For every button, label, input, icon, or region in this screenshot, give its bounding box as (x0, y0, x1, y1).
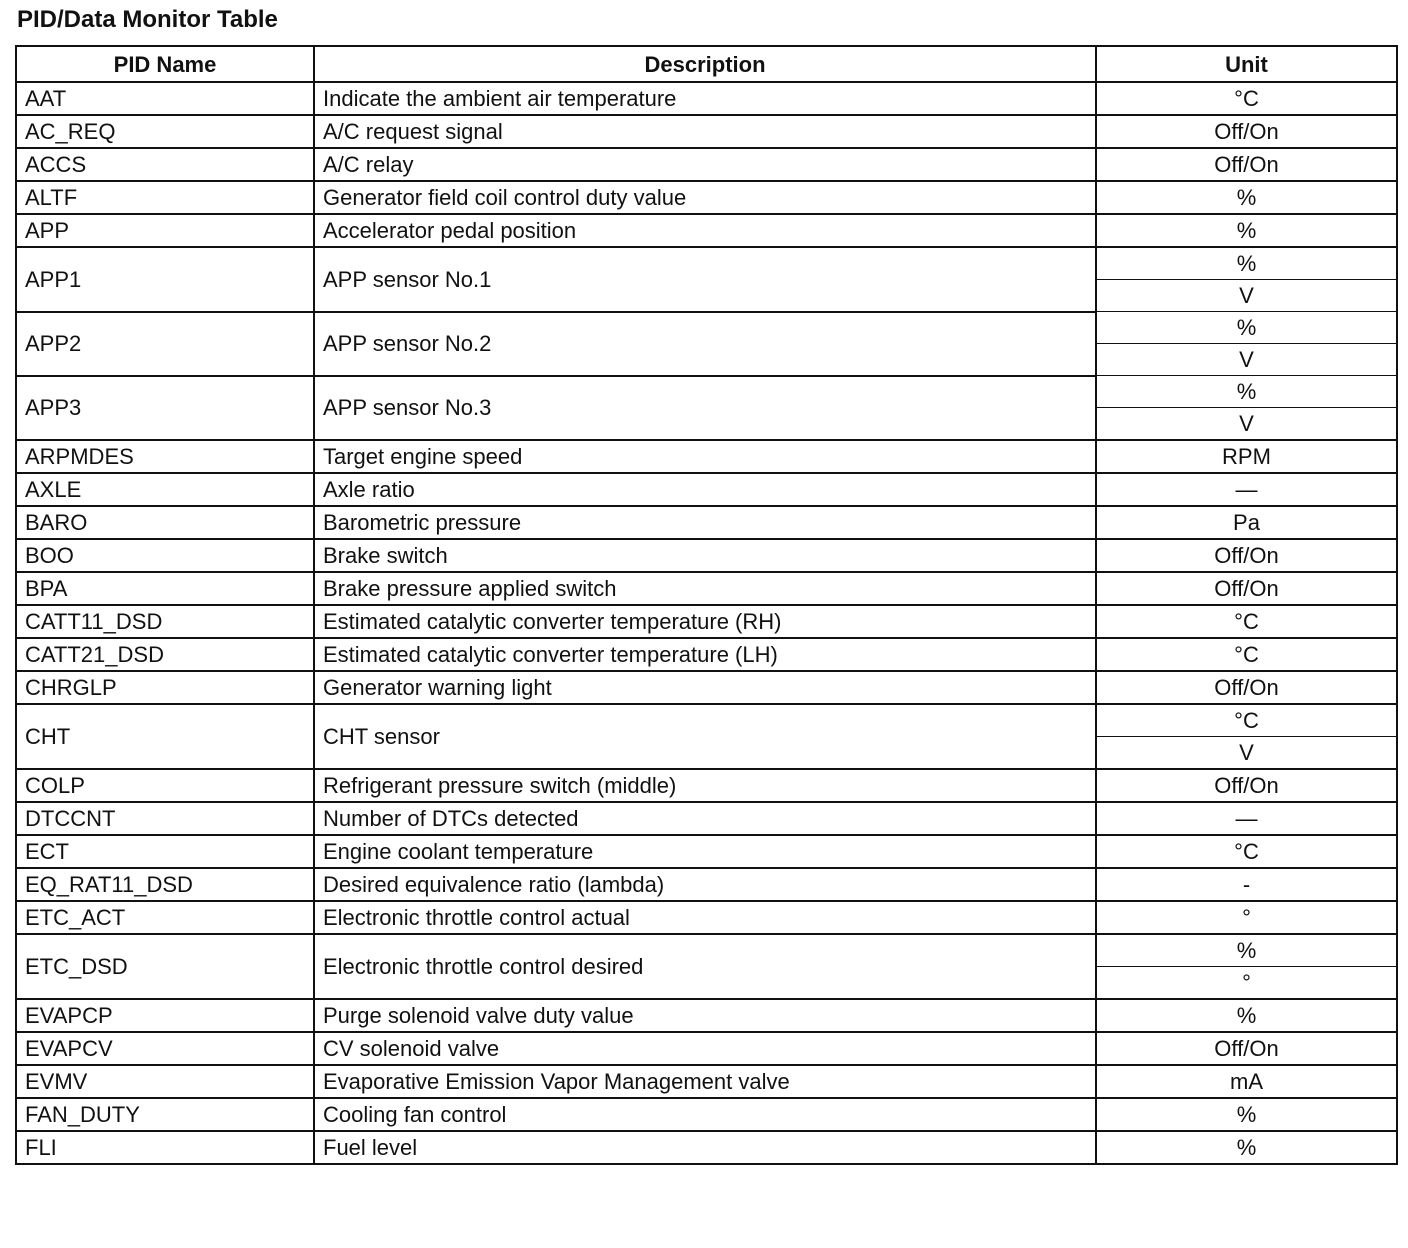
unit-cell: % (1096, 181, 1397, 214)
pid-name-cell: ETC_ACT (16, 901, 314, 934)
pid-name-cell: EQ_RAT11_DSD (16, 868, 314, 901)
description-cell: Generator warning light (314, 671, 1096, 704)
unit-cell: % (1096, 1098, 1397, 1131)
unit-cell: % (1096, 376, 1397, 408)
unit-cell: V (1096, 280, 1397, 312)
pid-name-cell: ECT (16, 835, 314, 868)
description-cell: Purge solenoid valve duty value (314, 999, 1096, 1032)
pid-name-cell: APP (16, 214, 314, 247)
description-cell: Estimated catalytic converter temperature (LH) (314, 638, 1096, 671)
unit-cell: % (1096, 999, 1397, 1032)
unit-cell: Off/On (1096, 1032, 1397, 1065)
pid-name-cell: CHT (16, 704, 314, 769)
pid-name-cell: CATT21_DSD (16, 638, 314, 671)
pid-name-cell: BPA (16, 572, 314, 605)
table-row (16, 115, 1397, 148)
description-cell: Brake pressure applied switch (314, 572, 1096, 605)
unit-cell: Off/On (1096, 572, 1397, 605)
pid-name-cell: EVAPCP (16, 999, 314, 1032)
description-cell: Evaporative Emission Vapor Management valve (314, 1065, 1096, 1098)
description-cell: Accelerator pedal position (314, 214, 1096, 247)
pid-name-cell: EVAPCV (16, 1032, 314, 1065)
table-row (16, 539, 1397, 572)
unit-cell: °C (1096, 82, 1397, 115)
table-row (16, 473, 1397, 506)
description-cell: APP sensor No.1 (314, 247, 1096, 312)
pid-name-cell: AC_REQ (16, 115, 314, 148)
table-row (16, 802, 1397, 835)
table-row (16, 312, 1397, 344)
description-cell: Indicate the ambient air temperature (314, 82, 1096, 115)
description-cell: Electronic throttle control desired (314, 934, 1096, 999)
table-row (16, 148, 1397, 181)
pid-name-cell: AAT (16, 82, 314, 115)
table-row (16, 901, 1397, 934)
unit-cell: Off/On (1096, 769, 1397, 802)
table-row (16, 934, 1397, 967)
unit-cell: ° (1096, 967, 1397, 1000)
description-cell: Desired equivalence ratio (lambda) (314, 868, 1096, 901)
description-cell: CV solenoid valve (314, 1032, 1096, 1065)
pid-name-cell: ETC_DSD (16, 934, 314, 999)
unit-cell: Off/On (1096, 539, 1397, 572)
description-cell: Fuel level (314, 1131, 1096, 1164)
description-cell: Brake switch (314, 539, 1096, 572)
table-row (16, 1131, 1397, 1164)
pid-name-cell: APP3 (16, 376, 314, 441)
table-row (16, 769, 1397, 802)
table-row (16, 82, 1397, 115)
unit-cell: ° (1096, 901, 1397, 934)
unit-cell: Off/On (1096, 115, 1397, 148)
table-row (16, 572, 1397, 605)
description-cell: Refrigerant pressure switch (middle) (314, 769, 1096, 802)
table-row (16, 1098, 1397, 1131)
table-row (16, 376, 1397, 408)
pid-name-cell: BARO (16, 506, 314, 539)
unit-cell: °C (1096, 835, 1397, 868)
table-body (16, 82, 1397, 1164)
unit-cell: - (1096, 868, 1397, 901)
pid-name-cell: DTCCNT (16, 802, 314, 835)
column-header-unit: Unit (1096, 46, 1397, 82)
pid-name-cell: CATT11_DSD (16, 605, 314, 638)
pid-name-cell: ARPMDES (16, 440, 314, 473)
page-title: PID/Data Monitor Table (17, 6, 278, 33)
pid-name-cell: EVMV (16, 1065, 314, 1098)
table-row (16, 835, 1397, 868)
table-row (16, 671, 1397, 704)
table-row (16, 638, 1397, 671)
description-cell: Number of DTCs detected (314, 802, 1096, 835)
unit-cell: °C (1096, 704, 1397, 737)
description-cell: Cooling fan control (314, 1098, 1096, 1131)
pid-name-cell: FLI (16, 1131, 314, 1164)
pid-data-monitor-table (15, 45, 1398, 1165)
pid-name-cell: APP2 (16, 312, 314, 376)
unit-cell: Pa (1096, 506, 1397, 539)
unit-cell: °C (1096, 605, 1397, 638)
description-cell: Estimated catalytic converter temperature (RH) (314, 605, 1096, 638)
description-cell: Generator field coil control duty value (314, 181, 1096, 214)
unit-cell: V (1096, 344, 1397, 376)
unit-cell: % (1096, 247, 1397, 280)
unit-cell: % (1096, 934, 1397, 967)
pid-name-cell: FAN_DUTY (16, 1098, 314, 1131)
pid-name-cell: APP1 (16, 247, 314, 312)
table-row (16, 868, 1397, 901)
unit-cell: — (1096, 802, 1397, 835)
pid-name-cell: CHRGLP (16, 671, 314, 704)
description-cell: A/C request signal (314, 115, 1096, 148)
column-header-pid-name: PID Name (16, 46, 314, 82)
description-cell: Axle ratio (314, 473, 1096, 506)
table-row (16, 1032, 1397, 1065)
description-cell: APP sensor No.2 (314, 312, 1096, 376)
table-row (16, 506, 1397, 539)
unit-cell: °C (1096, 638, 1397, 671)
description-cell: A/C relay (314, 148, 1096, 181)
table-header-row (16, 46, 1397, 82)
pid-name-cell: AXLE (16, 473, 314, 506)
unit-cell: V (1096, 408, 1397, 441)
pid-name-cell: ALTF (16, 181, 314, 214)
table-row (16, 181, 1397, 214)
unit-cell: mA (1096, 1065, 1397, 1098)
description-cell: CHT sensor (314, 704, 1096, 769)
table-row (16, 214, 1397, 247)
unit-cell: % (1096, 1131, 1397, 1164)
description-cell: Barometric pressure (314, 506, 1096, 539)
pid-name-cell: COLP (16, 769, 314, 802)
unit-cell: % (1096, 214, 1397, 247)
column-header-description: Description (314, 46, 1096, 82)
unit-cell: V (1096, 737, 1397, 770)
pid-name-cell: ACCS (16, 148, 314, 181)
table-row (16, 1065, 1397, 1098)
unit-cell: — (1096, 473, 1397, 506)
unit-cell: Off/On (1096, 671, 1397, 704)
unit-cell: % (1096, 312, 1397, 344)
description-cell: Engine coolant temperature (314, 835, 1096, 868)
table-row (16, 999, 1397, 1032)
description-cell: Target engine speed (314, 440, 1096, 473)
description-cell: Electronic throttle control actual (314, 901, 1096, 934)
table-row (16, 440, 1397, 473)
table-row (16, 605, 1397, 638)
unit-cell: RPM (1096, 440, 1397, 473)
unit-cell: Off/On (1096, 148, 1397, 181)
pid-name-cell: BOO (16, 539, 314, 572)
table-row (16, 247, 1397, 280)
description-cell: APP sensor No.3 (314, 376, 1096, 441)
table-row (16, 704, 1397, 737)
